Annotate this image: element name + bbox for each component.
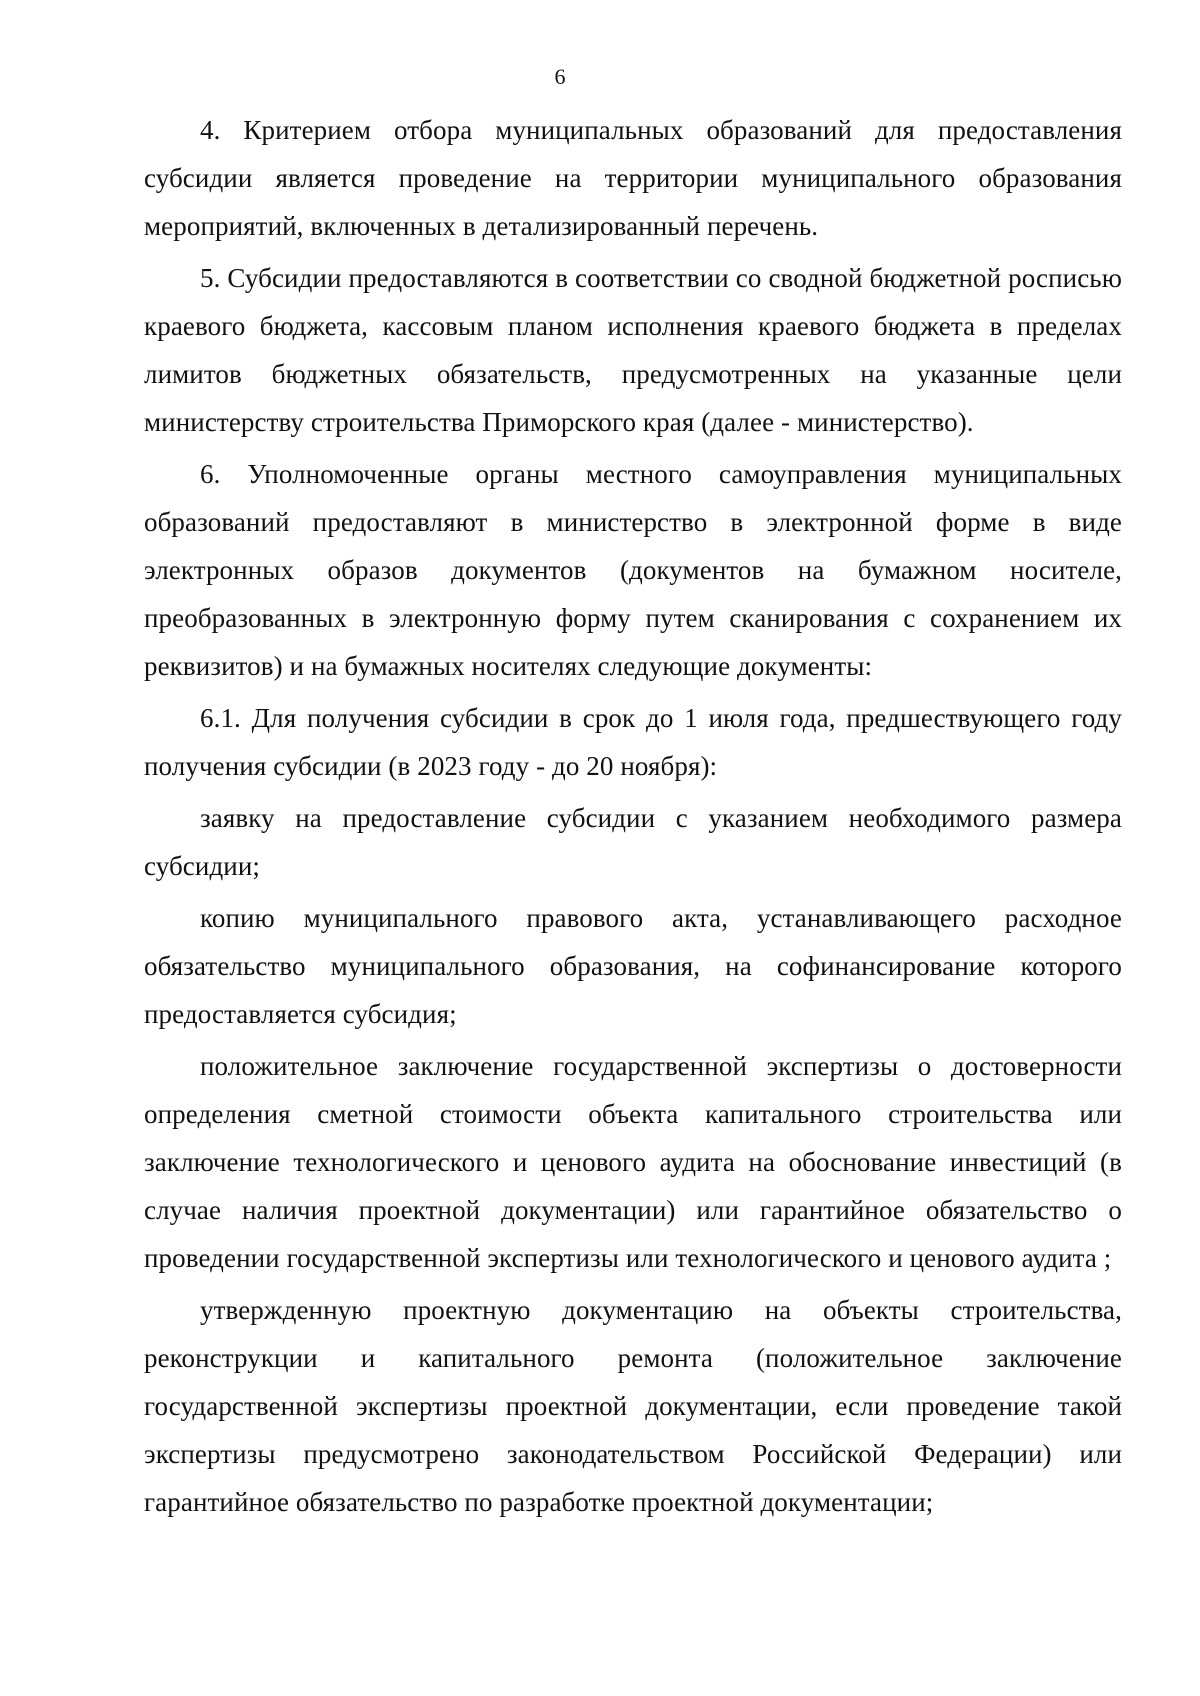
- list-item-state-expertise: положительное заключение государственной экспертизы о достоверности определения сметной стоимости объекта капитального строительства или заключение технологического и ценового аудита на обоснование инвестиций (в случае наличия проектной документации) или гарантийное обязательство о проведении государственной экспертизы или технологического и ценового аудита ;: [144, 1051, 1122, 1273]
- page-number: 6: [554, 64, 566, 89]
- list-item-application: заявку на предоставление субсидии с указанием необходимого размера субсидии;: [144, 803, 1122, 881]
- paragraph-6-documents: 6. Уполномоченные органы местного самоуправления муниципальных образований предоставляют в министерство в электронной форме в виде электронных образов документов (документов на бумажном носителе, преобразованных в электронную форму путем сканирования с сохранением их реквизитов) и на бумажных носителях следующие документы:: [144, 459, 1122, 681]
- list-item-legal-act-copy: копию муниципального правового акта, устанавливающего расходное обязательство муниципального образования, на софинансирование которого предоставляется субсидия;: [144, 903, 1122, 1029]
- paragraph-6-1-deadline: 6.1. Для получения субсидии в срок до 1 июля года, предшествующего году получения субсидии (в 2023 году - до 20 ноября):: [144, 703, 1122, 781]
- list-item-project-documentation: утвержденную проектную документацию на объекты строительства, реконструкции и капитального ремонта (положительное заключение государственной экспертизы проектной документации, если проведение такой экспертизы предусмотрено законодательством Российской Федерации) или гарантийное обязательство по разработке проектной документации;: [144, 1295, 1122, 1517]
- document-body: [144, 106, 1122, 1530]
- paragraph-5-subsidy-provision: 5. Субсидии предоставляются в соответствии со сводной бюджетной росписью краевого бюджета, кассовым планом исполнения краевого бюджета в пределах лимитов бюджетных обязательств, предусмотренных на указанные цели министерству строительства Приморского края (далее - министерство).: [144, 263, 1122, 437]
- paragraph-4-selection-criterion: 4. Критерием отбора муниципальных образований для предоставления субсидии является проведение на территории муниципального образования мероприятий, включенных в детализированный перечень.: [144, 115, 1122, 241]
